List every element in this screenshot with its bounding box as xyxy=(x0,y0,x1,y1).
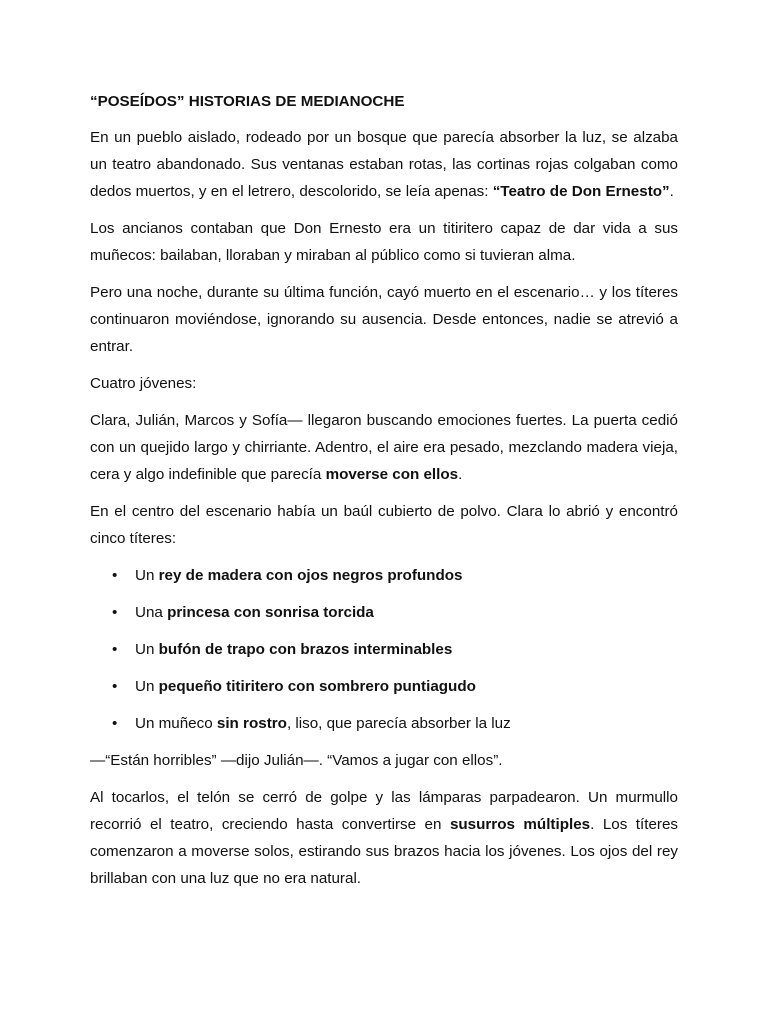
list-item-bold: sin rostro xyxy=(216,715,287,732)
paragraph-2: Los ancianos contaban que Don Ernesto era un titiritero capaz de dar vida a sus muñecos: bailaban, lloraban y miraban al público como si tuvieran alma. xyxy=(90,220,678,264)
paragraph-1 xyxy=(90,124,678,205)
paragraph-4: Cuatro jóvenes: xyxy=(90,375,197,392)
paragraph-7: —“Están horribles” —dijo Julián—. “Vamos a jugar con ellos”. xyxy=(90,752,503,769)
paragraph-6: En el centro del escenario había un baúl cubierto de polvo. Clara lo abrió y encontró cinco títeres: xyxy=(90,503,678,547)
bullet-icon: • xyxy=(112,678,118,695)
paragraph-5-text: Clara, Julián, Marcos y Sofía— llegaron buscando emociones fuertes. La puerta cedió con un quejido largo y chirriante. Adentro, el aire era pesado, mezclando madera vieja, cera y algo indefinible que parecía xyxy=(90,412,678,483)
list-item-bold: pequeño titiritero con sombrero puntiagudo xyxy=(158,678,476,695)
list-item-post: , liso, que parecía absorber la luz xyxy=(286,715,511,732)
list-item-pre: Un muñeco xyxy=(135,715,217,732)
list-item-bold: bufón de trapo con brazos interminables xyxy=(158,641,453,658)
paragraph-8-text: Al tocarlos, el telón se cerró de golpe y las lámparas parpadearon. Un murmullo recorrió el teatro, creciendo hasta convertirse en xyxy=(90,789,678,833)
document-page xyxy=(90,88,678,902)
paragraph-8-bold: susurros múltiples xyxy=(449,816,591,833)
list-item xyxy=(90,636,678,663)
list-item-pre: Un xyxy=(135,678,159,695)
paragraph-8-end: . Los títeres comenzaron a moverse solos, estirando sus brazos hacia los jóvenes. Los ojos del rey brillaban con una luz que no era natural. xyxy=(90,816,678,887)
paragraph-5-end: . xyxy=(458,466,463,483)
bullet-icon: • xyxy=(112,567,118,584)
paragraph-1-end: . xyxy=(669,183,674,200)
paragraph-5-bold: moverse con ellos xyxy=(325,466,459,483)
list-item-pre: Una xyxy=(135,604,168,621)
bullet-icon: • xyxy=(112,715,118,732)
list-item-pre: Un xyxy=(135,641,159,658)
paragraph-8 xyxy=(90,784,678,892)
list-item xyxy=(90,673,678,700)
bullet-icon: • xyxy=(112,641,118,658)
list-item-pre: Un xyxy=(135,567,159,584)
list-item xyxy=(90,710,678,737)
document-title: “POSEÍDOS” HISTORIAS DE MEDIANOCHE xyxy=(90,93,405,110)
theater-name: “Teatro de Don Ernesto” xyxy=(492,183,670,200)
bullet-icon: • xyxy=(112,604,118,621)
paragraph-3: Pero una noche, durante su última función, cayó muerto en el escenario… y los títeres continuaron moviéndose, ignorando su ausencia. Desde entonces, nadie se atrevió a entrar. xyxy=(90,284,678,355)
list-item xyxy=(90,562,678,589)
paragraph-1-text: En un pueblo aislado, rodeado por un bosque que parecía absorber la luz, se alzaba un teatro abandonado. Sus ventanas estaban rotas, las cortinas rojas colgaban como dedos muertos, y en el letrero, descolorido, se leía apenas: xyxy=(90,129,678,200)
puppet-list xyxy=(90,562,678,737)
paragraph-5 xyxy=(90,407,678,488)
list-item-bold: rey de madera con ojos negros profundos xyxy=(158,567,463,584)
list-item xyxy=(90,599,678,626)
list-item-bold: princesa con sonrisa torcida xyxy=(167,604,374,621)
